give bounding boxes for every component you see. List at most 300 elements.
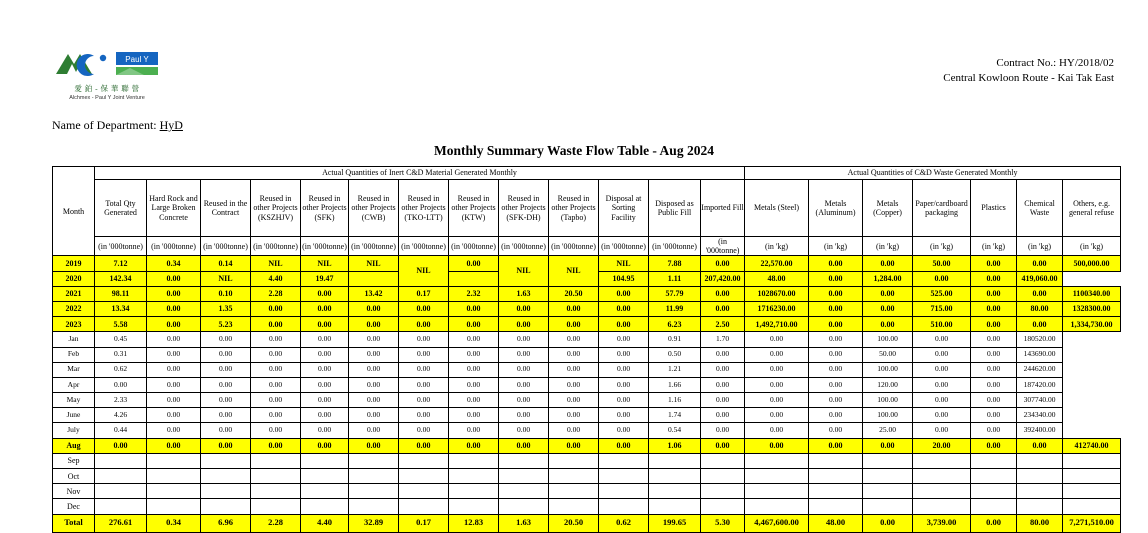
data-cell: 0.00 (549, 438, 599, 453)
data-cell: 0.00 (147, 423, 201, 438)
col-header-reused-contract: Reused in the Contract (201, 180, 251, 237)
data-cell (971, 469, 1017, 484)
project-name: Central Kowloon Route - Kai Tak East (943, 72, 1114, 84)
data-cell (251, 453, 301, 468)
unit-imported-fill: (in '000tonne) (701, 237, 745, 256)
data-cell: 412740.00 (1063, 438, 1121, 453)
table-row (53, 453, 1121, 468)
data-cell (863, 484, 913, 499)
data-cell: 0.00 (349, 393, 399, 408)
data-cell: 0.00 (549, 332, 599, 347)
data-cell: 0.00 (147, 377, 201, 392)
waste-flow-table (52, 166, 1121, 533)
unit-metals-steel: (in 'kg) (745, 237, 809, 256)
data-cell: 0.00 (349, 301, 399, 316)
table-body (53, 256, 1121, 532)
data-cell: 0.00 (499, 362, 549, 377)
data-cell: 11.99 (649, 301, 701, 316)
col-header-reused-ktw: Reused in other Projects (KTW) (449, 180, 499, 237)
table-row (53, 362, 1121, 377)
logo-english-name: Alchmex - Paul Y Joint Venture (69, 95, 145, 101)
data-cell: 0.00 (147, 438, 201, 453)
unit-reused-kszhjv: (in '000tonne) (251, 237, 301, 256)
data-cell: 0.00 (499, 393, 549, 408)
row-label-cell: Feb (53, 347, 95, 362)
data-cell: 0.00 (745, 438, 809, 453)
data-cell: 0.00 (499, 377, 549, 392)
data-cell: 0.00 (599, 332, 649, 347)
col-header-disposal-sorting: Disposal at Sorting Facility (599, 180, 649, 237)
data-cell (745, 469, 809, 484)
data-cell (809, 469, 863, 484)
data-cell: 4,467,600.00 (745, 514, 809, 532)
data-cell: 0.00 (1017, 286, 1063, 301)
data-cell: 0.00 (201, 393, 251, 408)
data-cell (599, 453, 649, 468)
data-cell: 0.00 (701, 377, 745, 392)
data-cell: 5.58 (95, 317, 147, 332)
data-cell (399, 453, 449, 468)
data-cell: 1,284.00 (863, 271, 913, 286)
data-cell: 510.00 (913, 317, 971, 332)
data-cell: 0.00 (913, 347, 971, 362)
data-cell (95, 453, 147, 468)
unit-reused-contract: (in '000tonne) (201, 237, 251, 256)
data-cell: 0.00 (301, 362, 349, 377)
data-cell: 100.00 (863, 332, 913, 347)
data-cell: 0.00 (449, 423, 499, 438)
data-cell (649, 469, 701, 484)
data-cell: 0.00 (349, 438, 399, 453)
data-cell: 0.14 (201, 256, 251, 271)
data-cell: 0.00 (971, 301, 1017, 316)
data-cell: 142.34 (95, 271, 147, 286)
data-cell (701, 484, 745, 499)
row-label-cell: 2022 (53, 301, 95, 316)
col-header-metals-copper: Metals (Copper) (863, 180, 913, 237)
data-cell: 0.00 (499, 438, 549, 453)
data-cell (449, 469, 499, 484)
data-cell (549, 469, 599, 484)
data-cell: 0.34 (147, 256, 201, 271)
data-cell: 0.00 (971, 423, 1017, 438)
data-cell: 25.00 (863, 423, 913, 438)
data-cell (549, 453, 599, 468)
data-cell: 6.23 (649, 317, 701, 332)
data-cell: 0.00 (701, 438, 745, 453)
data-cell (863, 469, 913, 484)
data-cell (499, 453, 549, 468)
row-label-cell: 2021 (53, 286, 95, 301)
data-cell (1017, 469, 1063, 484)
data-cell: 0.00 (913, 271, 971, 286)
row-label-cell: July (53, 423, 95, 438)
data-cell: 50.00 (863, 347, 913, 362)
data-cell (147, 453, 201, 468)
data-cell: 0.00 (449, 438, 499, 453)
data-cell: 0.00 (147, 362, 201, 377)
data-cell: 4.26 (95, 408, 147, 423)
data-cell: 0.00 (549, 393, 599, 408)
data-cell (95, 499, 147, 514)
data-cell: NIL (599, 256, 649, 271)
data-cell: 0.00 (301, 438, 349, 453)
data-cell: 0.00 (745, 423, 809, 438)
data-cell (349, 469, 399, 484)
data-cell: 0.00 (701, 347, 745, 362)
unit-total-qty: (in '000tonne) (95, 237, 147, 256)
logo-chinese-name: 愛 鉑 ‑ 保 華 聯 營 (74, 84, 140, 93)
data-cell (701, 453, 745, 468)
row-label-cell: Jan (53, 332, 95, 347)
data-cell: 0.00 (809, 317, 863, 332)
data-cell: 0.54 (649, 423, 701, 438)
row-label-cell: Sep (53, 453, 95, 468)
company-logo (52, 48, 162, 101)
data-cell: 4.40 (251, 271, 301, 286)
col-header-imported-fill: Imported Fill (701, 180, 745, 237)
data-cell (1063, 469, 1121, 484)
col-header-chemical-waste: Chemical Waste (1017, 180, 1063, 237)
data-cell: 0.00 (449, 377, 499, 392)
table-row (53, 469, 1121, 484)
data-cell (913, 453, 971, 468)
data-cell: 276.61 (95, 514, 147, 532)
data-cell: 0.00 (745, 377, 809, 392)
data-cell: 32.89 (349, 514, 399, 532)
data-cell: 0.00 (95, 377, 147, 392)
col-header-reused-kszhjv: Reused in other Projects (KSZHJV) (251, 180, 301, 237)
data-cell: 0.17 (399, 286, 449, 301)
data-cell: 244620.00 (1017, 362, 1063, 377)
data-cell: 48.00 (745, 271, 809, 286)
data-cell: 0.00 (701, 286, 745, 301)
unit-others: (in 'kg) (1063, 237, 1121, 256)
data-cell: 7,271,510.00 (1063, 514, 1121, 532)
logo-artwork (52, 48, 162, 82)
data-cell: 0.00 (147, 408, 201, 423)
data-cell: 0.00 (147, 393, 201, 408)
data-cell: 0.00 (251, 301, 301, 316)
unit-metals-aluminum: (in 'kg) (809, 237, 863, 256)
logo-icon (52, 48, 162, 82)
data-cell: 12.83 (449, 514, 499, 532)
data-cell: 0.91 (649, 332, 701, 347)
data-cell: 1328300.00 (1063, 301, 1121, 316)
table-row (53, 317, 1121, 332)
table-row (53, 393, 1121, 408)
data-cell: NIL (499, 256, 549, 286)
data-cell: 0.00 (549, 301, 599, 316)
data-cell (301, 469, 349, 484)
group-header-cdwaste: Actual Quantities of C&D Waste Generated Monthly (745, 167, 1121, 180)
col-header-paper-cardboard: Paper/cardboard packaging (913, 180, 971, 237)
data-cell: 0.00 (809, 377, 863, 392)
data-cell: 0.00 (971, 256, 1017, 271)
unit-reused-tko-ltt: (in '000tonne) (399, 237, 449, 256)
row-label-cell: 2023 (53, 317, 95, 332)
data-cell (1063, 453, 1121, 468)
data-cell: 0.34 (147, 514, 201, 532)
data-cell: 0.00 (301, 301, 349, 316)
data-cell: 5.30 (701, 514, 745, 532)
data-cell: 0.00 (499, 317, 549, 332)
data-cell: 3,739.00 (913, 514, 971, 532)
col-header-metals-steel: Metals (Steel) (745, 180, 809, 237)
data-cell: 0.00 (745, 332, 809, 347)
unit-chemical-waste: (in 'kg) (1017, 237, 1063, 256)
data-cell (971, 453, 1017, 468)
data-cell (549, 484, 599, 499)
data-cell: 0.00 (863, 514, 913, 532)
data-cell (649, 484, 701, 499)
data-cell: 0.00 (745, 347, 809, 362)
table-row (53, 377, 1121, 392)
department-line (52, 118, 183, 133)
data-cell: 0.00 (549, 423, 599, 438)
data-cell: NIL (251, 256, 301, 271)
data-cell (349, 484, 399, 499)
unit-reused-cwb: (in '000tonne) (349, 237, 399, 256)
data-cell: NIL (349, 256, 399, 271)
row-label-cell: Total (53, 514, 95, 532)
data-cell: 0.00 (301, 286, 349, 301)
data-cell: 0.00 (863, 438, 913, 453)
data-cell (201, 484, 251, 499)
data-cell: 19.47 (301, 271, 349, 286)
data-cell (399, 499, 449, 514)
table-row (53, 514, 1121, 532)
data-cell: 13.34 (95, 301, 147, 316)
data-cell: 80.00 (1017, 301, 1063, 316)
data-cell: 0.00 (201, 362, 251, 377)
col-header-disposed-public-fill: Disposed as Public Fill (649, 180, 701, 237)
data-cell (701, 469, 745, 484)
data-cell: 0.00 (301, 317, 349, 332)
col-header-hard-rock: Hard Rock and Large Broken Concrete (147, 180, 201, 237)
data-cell: 0.00 (399, 347, 449, 362)
data-cell: 0.62 (599, 514, 649, 532)
data-cell: 0.00 (449, 301, 499, 316)
department-value: HyD (159, 118, 183, 132)
data-cell: 0.00 (399, 408, 449, 423)
data-cell (349, 499, 399, 514)
data-cell: 0.00 (701, 408, 745, 423)
data-cell (95, 484, 147, 499)
data-cell: 0.00 (399, 377, 449, 392)
data-cell: 0.00 (399, 362, 449, 377)
data-cell: 0.00 (913, 393, 971, 408)
data-cell: 1.74 (649, 408, 701, 423)
data-cell (349, 453, 399, 468)
data-cell: 0.00 (201, 408, 251, 423)
data-cell: 0.00 (147, 317, 201, 332)
data-cell: 0.00 (971, 362, 1017, 377)
data-cell (399, 484, 449, 499)
data-cell: 0.00 (599, 423, 649, 438)
data-cell (971, 499, 1017, 514)
data-cell: 0.00 (599, 301, 649, 316)
data-cell: 0.00 (201, 423, 251, 438)
data-cell (399, 469, 449, 484)
data-cell: 0.00 (301, 408, 349, 423)
unit-metals-copper: (in 'kg) (863, 237, 913, 256)
data-cell: 0.00 (147, 347, 201, 362)
data-cell (301, 499, 349, 514)
data-cell: 0.00 (349, 347, 399, 362)
unit-reused-ktw: (in '000tonne) (449, 237, 499, 256)
unit-reused-tapbo: (in '000tonne) (549, 237, 599, 256)
data-cell (147, 484, 201, 499)
unit-disposal-sorting: (in '000tonne) (599, 237, 649, 256)
data-cell: 0.00 (863, 301, 913, 316)
data-cell: 0.00 (251, 332, 301, 347)
data-cell (251, 484, 301, 499)
data-cell: 2.28 (251, 286, 301, 301)
data-cell (701, 499, 745, 514)
data-cell: 0.00 (147, 332, 201, 347)
data-cell (1017, 499, 1063, 514)
data-cell (449, 499, 499, 514)
data-cell: 0.00 (809, 347, 863, 362)
data-cell: 2.50 (701, 317, 745, 332)
data-cell: 0.45 (95, 332, 147, 347)
table-row (53, 332, 1121, 347)
row-label-cell: Mar (53, 362, 95, 377)
data-cell: 0.00 (971, 271, 1017, 286)
data-cell (913, 484, 971, 499)
data-cell: 0.00 (599, 393, 649, 408)
data-cell: 0.00 (809, 286, 863, 301)
data-cell: 207,420.00 (701, 271, 745, 286)
data-cell: 50.00 (913, 256, 971, 271)
data-cell: 0.00 (301, 393, 349, 408)
data-cell: 0.00 (971, 317, 1017, 332)
data-cell (449, 271, 499, 286)
data-cell (1017, 484, 1063, 499)
data-cell: 0.00 (301, 423, 349, 438)
data-cell: 0.00 (599, 377, 649, 392)
data-cell: 104.95 (599, 271, 649, 286)
data-cell: 0.00 (809, 301, 863, 316)
data-cell: 1716230.00 (745, 301, 809, 316)
data-cell: 0.00 (449, 347, 499, 362)
data-cell: 0.00 (701, 362, 745, 377)
data-cell: 0.00 (549, 317, 599, 332)
data-cell: 0.00 (399, 301, 449, 316)
data-cell: 0.00 (745, 408, 809, 423)
data-cell: 0.00 (201, 377, 251, 392)
data-cell: 0.00 (499, 408, 549, 423)
data-cell: 0.00 (809, 256, 863, 271)
data-cell (599, 469, 649, 484)
data-cell: 2.28 (251, 514, 301, 532)
data-cell: 0.00 (809, 332, 863, 347)
data-cell: 187420.00 (1017, 377, 1063, 392)
data-cell (499, 484, 549, 499)
data-cell: 0.00 (599, 347, 649, 362)
data-cell: 1.70 (701, 332, 745, 347)
data-cell (301, 484, 349, 499)
data-cell: 100.00 (863, 362, 913, 377)
data-cell: 0.00 (809, 362, 863, 377)
data-cell: 1.63 (499, 514, 549, 532)
table-row (53, 408, 1121, 423)
data-cell (599, 484, 649, 499)
data-cell: 7.88 (649, 256, 701, 271)
row-label-cell: Oct (53, 469, 95, 484)
data-cell: 0.00 (449, 393, 499, 408)
data-cell: 0.00 (549, 377, 599, 392)
svg-text:Paul Y: Paul Y (125, 55, 149, 64)
data-cell (147, 499, 201, 514)
data-cell (201, 453, 251, 468)
data-cell: 0.00 (251, 362, 301, 377)
unit-plastics: (in 'kg) (971, 237, 1017, 256)
data-cell: 0.00 (809, 423, 863, 438)
contract-info (943, 56, 1114, 86)
data-cell: 0.00 (549, 347, 599, 362)
data-cell: 0.00 (971, 438, 1017, 453)
data-cell: 57.79 (649, 286, 701, 301)
data-cell: 0.00 (251, 347, 301, 362)
col-header-total-qty: Total Qty Generated (95, 180, 147, 237)
data-cell: 0.00 (301, 332, 349, 347)
department-label: Name of Department: (52, 118, 157, 132)
data-cell: 0.00 (251, 377, 301, 392)
data-cell: 0.00 (809, 438, 863, 453)
data-cell: 7.12 (95, 256, 147, 271)
data-cell (1063, 484, 1121, 499)
data-cell: 0.00 (971, 332, 1017, 347)
table-head (53, 167, 1121, 256)
col-header-others: Others, e.g. general refuse (1063, 180, 1121, 237)
table-row (53, 301, 1121, 316)
data-cell: 0.00 (1017, 317, 1063, 332)
data-cell: 0.00 (449, 256, 499, 271)
data-cell: 0.00 (349, 317, 399, 332)
col-header-metals-aluminum: Metals (Aluminum) (809, 180, 863, 237)
data-cell: 0.00 (913, 362, 971, 377)
data-cell (649, 453, 701, 468)
data-cell: NIL (549, 256, 599, 286)
row-label-cell: Nov (53, 484, 95, 499)
data-cell: 0.00 (147, 271, 201, 286)
data-cell: 0.00 (599, 286, 649, 301)
data-cell (301, 453, 349, 468)
data-cell: 1.63 (499, 286, 549, 301)
data-cell: 20.00 (913, 438, 971, 453)
data-cell: 0.31 (95, 347, 147, 362)
data-cell: 0.00 (499, 347, 549, 362)
unit-paper-cardboard: (in 'kg) (913, 237, 971, 256)
data-cell: 0.00 (809, 393, 863, 408)
col-header-reused-tko-ltt: Reused in other Projects (TKO-LTT) (399, 180, 449, 237)
row-label-cell: May (53, 393, 95, 408)
col-header-reused-cwb: Reused in other Projects (CWB) (349, 180, 399, 237)
table-row (53, 499, 1121, 514)
data-cell: 525.00 (913, 286, 971, 301)
data-cell: 98.11 (95, 286, 147, 301)
col-header-month: Month (53, 167, 95, 256)
data-cell: 0.00 (349, 423, 399, 438)
data-cell: 0.00 (449, 362, 499, 377)
data-cell (745, 453, 809, 468)
data-cell: 0.00 (863, 286, 913, 301)
data-cell: 0.00 (251, 317, 301, 332)
data-cell: 0.00 (1017, 438, 1063, 453)
data-cell: 0.00 (599, 317, 649, 332)
